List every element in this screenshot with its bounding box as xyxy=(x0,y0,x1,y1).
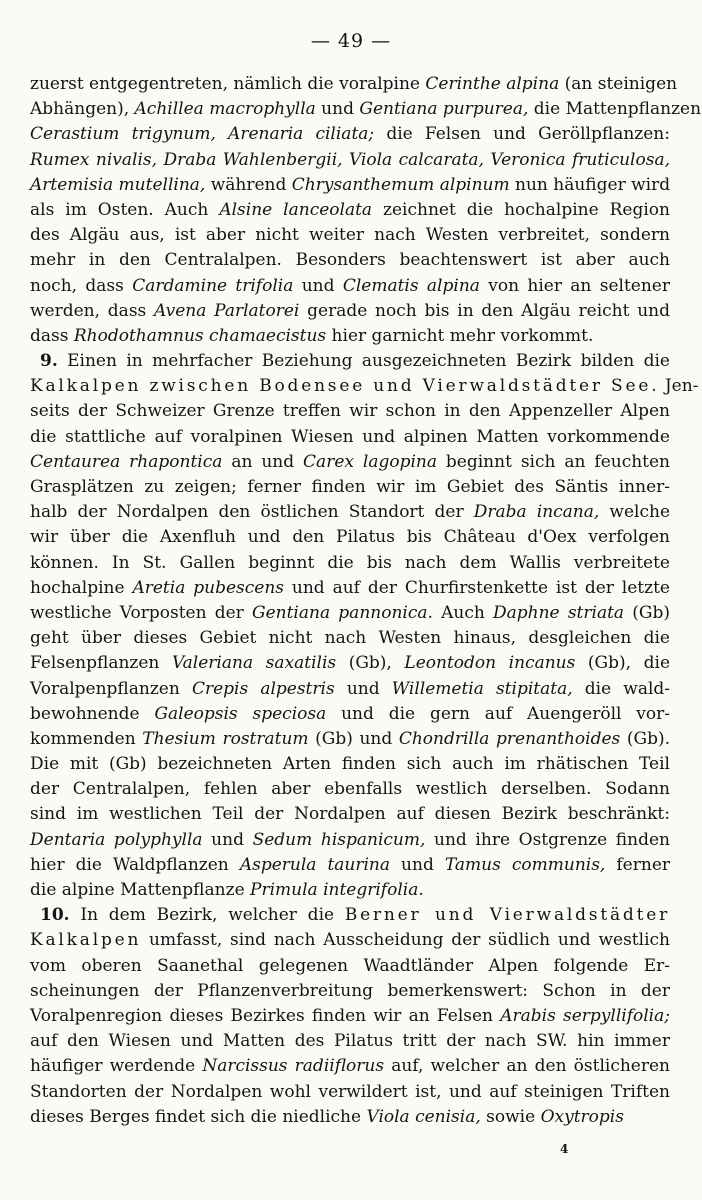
text-run: Berner und Vierwaldstädter xyxy=(344,905,670,926)
text-line xyxy=(30,752,670,777)
text-run: und xyxy=(315,99,360,120)
text-run: werden, dass xyxy=(30,300,155,321)
italic-species-name: Clematis alpina xyxy=(342,275,480,296)
text-line xyxy=(30,1029,670,1054)
italic-species-name: Tamus communis, xyxy=(444,854,606,875)
text-line xyxy=(30,425,670,450)
text-run: (Gb), xyxy=(336,653,405,674)
text-run: Felsenpflanzen xyxy=(30,653,172,674)
text-line xyxy=(30,1004,670,1029)
italic-species-name: Willemetia stipitata, xyxy=(391,678,573,699)
text-run: Voralpenregion dieses Bezirkes finden wir an Felsen xyxy=(30,1005,501,1026)
text-run: auf den Wiesen und Matten des Pilatus tritt der nach SW. hin immer xyxy=(30,1031,670,1052)
text-line xyxy=(30,173,670,198)
text-line xyxy=(30,223,670,248)
text-run: halb der Nordalpen den östlichen Standort der xyxy=(30,502,474,523)
text-line xyxy=(30,399,670,424)
text-run: hier garnicht mehr vorkommt. xyxy=(326,325,594,346)
text-line xyxy=(30,525,670,550)
text-line xyxy=(30,677,670,702)
italic-species-name: Oxytropis xyxy=(540,1106,624,1127)
italic-species-name: Draba incana, xyxy=(473,502,600,523)
text-run: die stattliche auf voralpinen Wiesen und alpinen Matten vorkommende xyxy=(30,426,670,447)
italic-species-name: Rhodothamnus chamaecistus xyxy=(73,325,327,346)
text-line xyxy=(30,777,670,802)
text-line xyxy=(30,651,670,676)
italic-species-name: Aretia pubescens xyxy=(132,577,284,598)
italic-species-name: Galeopsis speciosa xyxy=(154,703,327,724)
text-run: nun häufiger wird xyxy=(509,174,671,195)
text-run: kommenden xyxy=(30,728,143,749)
text-run: Auch xyxy=(432,602,494,623)
text-run: auf, welcher an den östlicheren xyxy=(384,1056,670,1077)
italic-species-name: Cerinthe alpina xyxy=(425,74,560,94)
italic-species-name: Gentiana purpurea, xyxy=(359,99,529,120)
text-run: vom oberen Saanethal gelegenen Waadtländer Alpen folgende Er- xyxy=(30,955,670,976)
italic-species-name: Thesium rostratum xyxy=(142,728,309,749)
italic-species-name: Rumex nivalis, Draba Wahlenbergii, Viola calcarata, Veronica fruticulosa, xyxy=(30,149,670,170)
text-run: hochalpine xyxy=(30,577,133,598)
text-run: dieses Berges findet sich die niedliche xyxy=(30,1106,367,1127)
text-run: Kalkalpen zwischen Bodensee und Vierwaldstädter See. xyxy=(30,376,660,397)
text-line xyxy=(30,72,678,97)
text-run: (Gb) und xyxy=(308,728,399,749)
page-number: — 49 — xyxy=(310,30,392,52)
text-line xyxy=(30,1105,670,1130)
italic-species-name: Viola cenisia, xyxy=(366,1106,481,1127)
text-run: (Gb) xyxy=(624,602,670,623)
text-run: westliche Vorposten der xyxy=(30,602,253,623)
text-run: ferner xyxy=(605,854,671,875)
text-run: geht über dieses Gebiet nicht nach Westen hinaus, desgleichen die xyxy=(30,628,670,649)
text-line xyxy=(30,576,670,601)
text-line xyxy=(30,248,670,273)
italic-species-name: Cerastium trigynum, Arenaria ciliata; xyxy=(30,124,375,145)
text-run: und auf der Churfirstenkette ist der letzte xyxy=(284,577,670,598)
text-run: bewohnende xyxy=(30,703,155,724)
text-line xyxy=(30,802,670,827)
text-line xyxy=(30,324,670,349)
text-run: Grasplätzen zu zeigen; ferner finden wir im Gebiet des Säntis inner- xyxy=(30,477,670,497)
italic-species-name: Narcissus radiiflorus xyxy=(202,1056,385,1077)
text-line xyxy=(30,1054,670,1079)
italic-species-name: Centaurea rhapontica xyxy=(30,451,223,472)
text-line xyxy=(30,349,670,374)
text-run: (Gb), die xyxy=(575,653,671,674)
text-run: In dem Bezirk, welcher die xyxy=(69,905,345,926)
text-run: und xyxy=(202,829,253,850)
text-line xyxy=(30,702,670,727)
italic-species-name: Gentiana pannonica. xyxy=(252,602,433,623)
text-run: an und xyxy=(222,451,304,472)
italic-species-name: Avena Parlatorei xyxy=(154,300,300,321)
text-run: noch, dass xyxy=(30,275,133,296)
text-run: und xyxy=(293,275,343,296)
text-run: zuerst entgegentreten, nämlich die voralpine xyxy=(30,74,426,94)
text-run: Abhängen), xyxy=(30,99,135,120)
italic-species-name: Valeriana saxatilis xyxy=(171,653,337,674)
text-run: seits der Schweizer Grenze treffen wir schon in den Appenzeller Alpen xyxy=(30,401,670,422)
text-run: der Centralalpen, fehlen aber ebenfalls westlich derselben. Sodann xyxy=(30,779,670,800)
text-run: sind im westlichen Teil der Nordalpen auf diesen Bezirk beschränkt: xyxy=(30,804,670,825)
italic-species-name: Carex lagopina xyxy=(303,451,437,472)
text-run: Jen- xyxy=(659,376,699,397)
text-run: von hier an seltener xyxy=(479,275,670,296)
text-run: als im Osten. Auch xyxy=(30,199,220,220)
text-line xyxy=(30,828,670,853)
section-number: 10. xyxy=(40,905,70,926)
text-run: gerade noch bis in den Algäu reicht und xyxy=(299,300,670,321)
italic-species-name: Sedum hispanicum, xyxy=(252,829,426,850)
italic-species-name: Artemisia mutellina, xyxy=(30,174,206,195)
text-run: (Gb). xyxy=(620,728,670,749)
text-run: und xyxy=(334,678,392,699)
italic-species-name: Arabis serpyllifolia; xyxy=(500,1005,670,1026)
text-run: scheinungen der Pflanzenverbreitung bemerkenswert: Schon in der xyxy=(30,980,670,1001)
text-line xyxy=(30,450,670,475)
text-line xyxy=(30,475,670,500)
text-run: häufiger werdende xyxy=(30,1056,203,1077)
text-run: mehr in den Centralalpen. Besonders beachtenswert ist aber auch xyxy=(30,250,670,271)
text-line xyxy=(30,903,670,928)
section-number: 9. xyxy=(40,351,58,372)
text-run: Voralpenpflanzen xyxy=(30,678,192,699)
printer-signature-mark: 4 xyxy=(560,1142,569,1156)
text-line xyxy=(30,299,670,324)
italic-species-name: Crepis alpestris xyxy=(191,678,335,699)
italic-species-name: Leontodon incanus xyxy=(404,653,576,674)
text-line xyxy=(30,727,670,752)
text-run: zeichnet die hochalpine Region xyxy=(372,199,670,220)
text-run: sowie xyxy=(480,1106,541,1127)
italic-species-name: Primula integrifolia. xyxy=(250,880,424,900)
text-run: können. In St. Gallen beginnt die bis nach dem Wallis verbreitete xyxy=(30,552,670,573)
text-run: des Algäu aus, ist aber nicht weiter nach Westen verbreitet, sondern xyxy=(30,225,670,246)
text-run: die Mattenpflanzen xyxy=(528,99,702,120)
italic-species-name: Daphne striata xyxy=(493,602,625,623)
text-run: die alpine Mattenpflanze xyxy=(30,880,251,900)
italic-species-name: Alsine lanceolata xyxy=(219,199,373,220)
text-run: und ihre Ostgrenze finden xyxy=(425,829,670,850)
text-run: und die gern auf Auengeröll vor- xyxy=(326,703,671,724)
text-run: während xyxy=(205,174,292,195)
text-run: die Felsen und Geröllpflanzen: xyxy=(374,124,670,145)
text-run: hier die Waldpflanzen xyxy=(30,854,240,875)
text-line xyxy=(30,274,670,299)
text-run: Einen in mehrfacher Beziehung ausgezeichneten Bezirk bilden die xyxy=(57,351,670,372)
text-run: Standorten der Nordalpen wohl verwildert ist, und auf steinigen Triften xyxy=(30,1081,670,1102)
text-line xyxy=(30,878,670,903)
text-run: Kalkalpen xyxy=(30,930,142,951)
italic-species-name: Cardamine trifolia xyxy=(132,275,294,296)
italic-species-name: Dentaria polyphylla xyxy=(30,829,203,850)
italic-species-name: Asperula taurina xyxy=(239,854,391,875)
text-line xyxy=(30,374,699,399)
text-line xyxy=(30,198,670,223)
text-line xyxy=(30,97,702,122)
text-line xyxy=(30,928,670,953)
text-run: die wald- xyxy=(572,678,671,699)
text-line xyxy=(30,626,670,651)
italic-species-name: Chondrilla prenanthoides xyxy=(398,728,621,749)
text-line xyxy=(30,1080,670,1105)
italic-species-name: Achillea macrophylla xyxy=(134,99,316,120)
text-run: (an steinigen xyxy=(559,74,678,94)
text-line xyxy=(30,601,670,626)
italic-species-name: Chrysanthemum alpinum xyxy=(291,174,510,195)
text-line xyxy=(30,954,670,979)
text-line xyxy=(30,853,670,878)
text-run: und xyxy=(390,854,445,875)
text-line xyxy=(30,979,670,1004)
text-line xyxy=(30,148,670,173)
text-line xyxy=(30,551,670,576)
text-run: beginnt sich an feuchten xyxy=(436,451,671,472)
text-run: welche xyxy=(599,502,671,523)
text-run: dass xyxy=(30,325,74,346)
text-run: Die mit (Gb) bezeichneten Arten finden sich auch im rhätischen Teil xyxy=(30,754,670,775)
text-line xyxy=(30,500,670,525)
text-run: umfasst, sind nach Ausscheidung der südlich und westlich xyxy=(141,930,670,951)
body-text xyxy=(30,72,702,1130)
text-line xyxy=(30,122,670,147)
text-run: wir über die Axenfluh und den Pilatus bis Château d'Oex verfolgen xyxy=(30,527,670,548)
